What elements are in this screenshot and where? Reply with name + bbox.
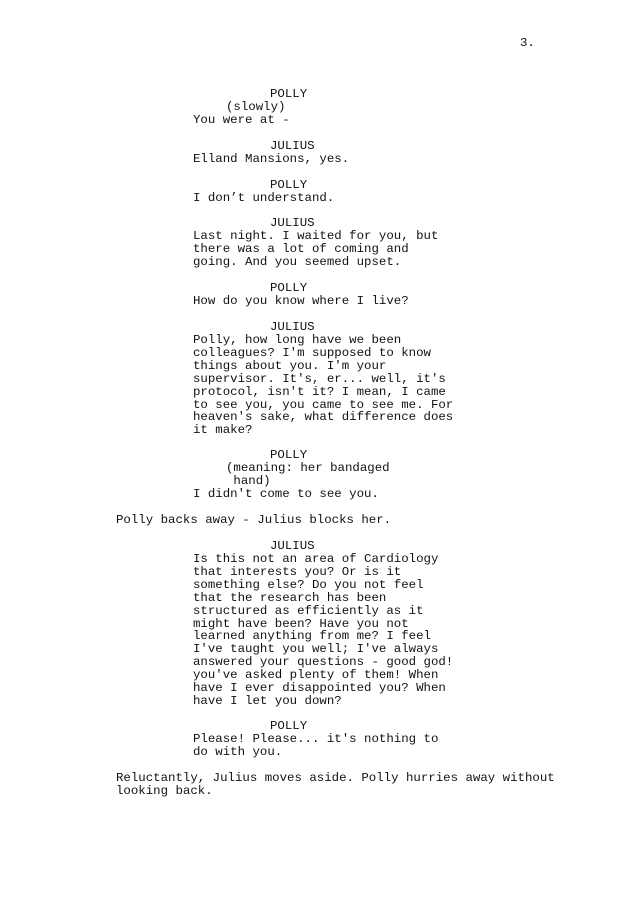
dialogue: How do you know where I live? <box>193 294 409 308</box>
dialogue: You were at - <box>193 113 290 127</box>
dialogue: Polly, how long have we been colleagues? I'm supposed to know things about you. I'm your supervisor. It's, er... well, it's protocol, isn't it? I mean, I came to see you, you came to see me. For heaven's sake, what difference does it make? <box>193 333 454 438</box>
dialogue: I don’t understand. <box>193 191 335 205</box>
page-number: 3. <box>520 36 535 50</box>
character-name: POLLY <box>270 448 308 462</box>
character-name: JULIUS <box>270 216 315 230</box>
dialogue: Please! Please... it's nothing to do with you. <box>193 732 439 759</box>
character-name: POLLY <box>270 178 308 192</box>
action-line: Reluctantly, Julius moves aside. Polly hurries away without looking back. <box>116 771 555 798</box>
parenthetical: (slowly) <box>226 100 286 114</box>
character-name: JULIUS <box>270 320 315 334</box>
character-name: POLLY <box>270 281 308 295</box>
character-name: POLLY <box>270 87 308 101</box>
dialogue: Last night. I waited for you, but there was a lot of coming and going. And you seemed upset. <box>193 229 439 269</box>
dialogue: I didn't come to see you. <box>193 487 379 501</box>
parenthetical: (meaning: her bandaged hand) <box>226 461 390 488</box>
action-line: Polly backs away - Julius blocks her. <box>116 513 392 527</box>
character-name: JULIUS <box>270 539 315 553</box>
dialogue: Elland Mansions, yes. <box>193 152 350 166</box>
character-name: JULIUS <box>270 139 315 153</box>
character-name: POLLY <box>270 719 308 733</box>
dialogue: Is this not an area of Cardiology that interests you? Or is it something else? Do you not feel that the research has been structured as efficiently as it might have been? Have you not learned anything from me? I feel I've taught you well; I've always answered your questions - good god! you've asked plenty of them! When have I ever disappointed you? When have I let you down? <box>193 552 454 708</box>
